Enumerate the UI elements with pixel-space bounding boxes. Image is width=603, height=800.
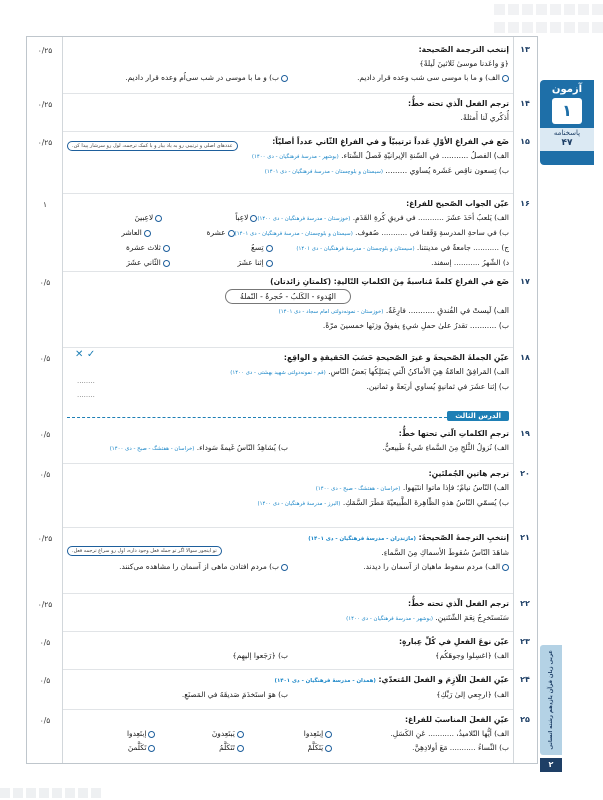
radio-circle-icon <box>163 260 170 267</box>
question-text: شاهَدَ النّاسُ سُقوطَ الأسماكِ مِنَ السَّماءِ. <box>381 548 509 557</box>
question-score: ۰/۵ <box>39 470 51 479</box>
item-b: ب) هوَ استَخدَمَ صَديقَهُ في المَصنَعِ. <box>181 690 288 699</box>
radio-circle-icon <box>148 745 155 752</box>
question-title: ترجم الفعل الّذي تحته خطٌّ: <box>407 99 509 108</box>
option[interactable]: إبتَعِدوا <box>244 727 332 741</box>
radio-circle-icon <box>281 564 288 571</box>
answers-label: پاسخنامه <box>540 128 594 138</box>
item-a: الف) النّاسُ نيامٌ؛ فإذا ماتوا انتَبَهوا. (خراسان - هفتشگ - صبح - دی ۱۴۰۰) <box>315 483 509 492</box>
item-b: ب) يُسمّي النّاسُ هذهِ الظّاهِرةَ الطَّبيعيّةَ مَطَرَ السَّمَكِ. (البرز - مدرسهٔ فرهنگیان - دی ۱۴۰۰) <box>257 498 509 507</box>
question-title: عيّنِ الجملةَ الصّحيحةَ و غيرَ الصّحيحةِ حَسَبَ الحَقيقةِ و الواقِعِ: <box>283 353 509 362</box>
question-number: ۲۴ <box>520 675 530 684</box>
question-21: ۲۱ ۰/۲۵ إنتخبِ الترجمةَ الصّحيحةَ: (مازندران - مدرسهٔ فرهنگیان - دی ۱۴۰۱) شاهَدَ النّاسُ سُقوطَ الأسماكِ مِنَ السَّماءِ. الف) مردم سقوط ماهیان از آسمان را دیدند. ب) مردم افتادن ماهی از آسمان را مشاهده می‌کنند. <box>27 531 537 601</box>
question-text: ﴿وَ واعَدنا موسىٰ ثَلاثينَ لَيلةً﴾ <box>419 59 509 68</box>
question-title: ترجم الفعل الّذي تحته خطٌّ: <box>407 599 509 608</box>
radio-circle-icon <box>237 745 244 752</box>
question-score: ۰/۵ <box>39 716 51 725</box>
source-tag: (قم - نمونه‌دولتی شهید بهشتی - دی ۱۴۰۰) <box>230 370 326 376</box>
source-tag: (بوشهر - مدرسهٔ فرهنگیان - دی ۱۴۰۰) <box>251 154 339 160</box>
item-a: الف) ﴿ارجِعي إلىٰ رَبِّكِ﴾ <box>436 690 509 699</box>
question-title: إنتخب الترجمة الصّحيحة: <box>418 45 509 54</box>
option[interactable]: تَكَلَّمنَ <box>67 741 155 755</box>
source-tag: (خوزستان - نمونه‌دولتی امام سجاد - دی ۱۴۰۱) <box>278 309 384 315</box>
radio-circle-icon <box>237 731 244 738</box>
true-false-marks: ✕ ✓ <box>75 349 96 360</box>
book-title: عربی زبان قرآن یازدهم رشته انسانی <box>548 650 554 750</box>
option-a[interactable]: الف) مردم سقوط ماهیان از آسمان را دیدند. <box>288 560 509 574</box>
item-b: ب) تِسعون ناقِص عَشَرة يُساوي ......... (سیستان و بلوچستان - مدرسهٔ فرهنگیان - دی ۱۴۰۱) <box>264 166 509 175</box>
bottom-decoration <box>0 788 600 800</box>
radio-circle-icon <box>144 230 151 237</box>
question-13 <box>27 43 537 103</box>
item-a: الف) ﴿اغسِلوا وجوهَكُم﴾ <box>435 651 509 660</box>
question-text: سَنَستَخرِجُ نِعَمَ الشّتَنينِ. <box>435 613 509 622</box>
radio-circle-icon <box>281 75 288 82</box>
question-score: ۰/۵ <box>39 354 51 363</box>
question-14 <box>27 97 537 133</box>
option[interactable]: لاعِباً <box>162 211 257 226</box>
question-score: ۰/۲۵ <box>37 534 53 543</box>
source-tag: (سیستان و بلوچستان - مدرسهٔ فرهنگیان - دی ۱۴۰۱) <box>264 169 383 175</box>
option-a[interactable]: الف) و ما با موسی سی شب وعده قرار دادیم. <box>288 71 509 85</box>
item-row: الف) يَلعبُ أحَدَ عشَرَ ........... في فريقِ كُرةِ القَدَمِ. (خوزستان - مدرسهٔ فرهنگیان - دی ۱۴۰۰) لاعِباً لاعِبينَ <box>67 211 509 226</box>
question-title: إنتخبِ الترجمةَ الصّحيحةَ: <box>418 533 509 542</box>
option-b[interactable]: ب) و ما با موسی در شب سی‌اُم وعده قرار دادیم. <box>67 71 288 85</box>
exam-number: ۱ <box>552 98 582 124</box>
question-number: ۲۲ <box>520 599 530 608</box>
option[interactable]: تِسعُ <box>170 241 273 256</box>
radio-circle-icon <box>155 215 162 222</box>
exam-label: آزمون <box>551 84 583 95</box>
item-a: الف) نُزولُ الثَّلجِ مِنَ السَّماءِ شَيءٌ طَبيعيٌّ. <box>382 443 509 452</box>
question-20 <box>27 467 537 527</box>
question-24: ۲۴ ۰/۵ عيّنِ الفعلَ اللّازِمَ و الفعلَ المُتعدّي: (همدان - مدرسهٔ فرهنگیان - دی ۱۴۰۱) الف) ﴿ارجِعي إلىٰ رَبِّكِ﴾ ب) هوَ استَخدَمَ صَديقَهُ في المَصنَعِ. <box>27 673 537 709</box>
question-text: أُذكُري لَنا أَمثلةً. <box>460 113 509 122</box>
item-row: ب) في ساحةِ المدرسةِ وَقَفنا في ........... صُفوف. (سیستان و بلوچستان - مدرسهٔ فرهنگیان - دی ۱۴۰۱) عشرة العاشر <box>67 226 509 241</box>
hint-note: تو اینجور سوالا اگر تو جمله فعل وجود داره، اول رو سراغ ترجمه فعل. <box>67 546 222 556</box>
question-title: ترجم هاتينِ الجُملتَينِ: <box>428 469 509 478</box>
question-number: ۱۶ <box>520 199 530 208</box>
question-22: ۲۲ ۰/۲۵ ترجم الفعل الّذي تحته خطٌّ: سَنَستَخرِجُ نِعَمَ الشّتَنينِ. (بوشهر - مدرسهٔ فرهنگیان - دی ۱۴۰۰) <box>27 597 537 633</box>
radio-circle-icon <box>502 75 509 82</box>
item-a: الف) الفصلُ ........... في السّنةِ الإيرانيّةِ فَصلُ الشّتاء. (بوشهر - مدرسهٔ فرهنگیان - دی ۱۴۰۰) <box>251 151 509 160</box>
question-number: ۲۰ <box>520 469 530 478</box>
item-row: د) الشّهرُ ........... إسفند. إثنا عشَرَ الثّاني عشَرَ <box>67 256 509 270</box>
question-score: ۰/۵ <box>39 638 51 647</box>
option[interactable]: تَتَكَلَّمُ <box>155 741 243 755</box>
option-b[interactable]: ب) مردم افتادن ماهی از آسمان را مشاهده می‌کنند. <box>67 560 288 574</box>
item-b: ب) إثنا عشَرَ في ثمانيةٍ يُساوي أربَعةً و ثمانين. <box>366 382 509 391</box>
question-title: ضَع في الفراغِ كلمةً مُناسبةً مِنَ الكلماتِ التّاليةِ: (كلمتانِ زائدتان) <box>270 277 509 286</box>
question-number: ۱۴ <box>520 99 530 108</box>
item-a: الف) المَرافِقُ العامّةُ هِيَ الأماكنُ الّتي يَمتَلِكُها بَعضُ النّاسِ. (قم - نمونه‌دولتی شهید بهشتی - دی ۱۴۰۰) <box>230 367 509 376</box>
question-number: ۱۳ <box>520 45 530 54</box>
option[interactable]: إثنا عشَرَ <box>170 256 273 270</box>
item-b: ب) ........... تقدرُ علىٰ حملِ شيءٍ يفوقُ وزنَها خمسينَ مرّةً. <box>322 321 509 330</box>
option[interactable]: العاشر <box>67 226 151 241</box>
item-row: ج) ........... جامعةٌ في مدينتنا. (سیستان و بلوچستان - مدرسهٔ فرهنگیان - دی ۱۴۰۱) تِسعُ ثلاث عشرة <box>67 241 509 256</box>
question-score: ۰/۵ <box>39 278 51 287</box>
question-number: ۲۱ <box>520 533 530 542</box>
question-title: ترجمِ الكلماتِ الّتي تحتها خطٌّ: <box>398 429 509 438</box>
question-score: ۰/۵ <box>39 676 51 685</box>
corner-decoration <box>490 0 600 40</box>
item-b: ب) يُشاهِدُ النّاسُ غَيمةً سَوداء. (خراسان - هفتشگ - صبح - دی ۱۴۰۰) <box>109 443 288 452</box>
question-title: عيّن الجواب الصّحيح للفراغ: <box>406 199 509 208</box>
page-number: ۲ <box>540 758 562 772</box>
question-23 <box>27 635 537 671</box>
radio-circle-icon <box>325 745 332 752</box>
question-score: ۰/۲۵ <box>37 46 53 55</box>
question-title: ضَع في الفراغِ الأوّلِ عَدداً ترتيبيّاً و في الفراغِ الثّاني عدداً أصليّاً: <box>272 137 509 146</box>
question-number: ۱۵ <box>520 137 530 146</box>
exam-side-tab <box>540 80 594 165</box>
option[interactable]: يَتَكَلَّمْ <box>244 741 332 755</box>
question-title: عيّنِ الفعلَ اللّازِمَ و الفعلَ المُتعدّي: <box>378 675 509 684</box>
option[interactable]: ثلاث عشرة <box>67 241 170 256</box>
radio-circle-icon <box>266 245 273 252</box>
question-score: ۰/۲۵ <box>37 138 53 147</box>
exam-page: ۱۳ ۰/۲۵ إنتخب الترجمة الصّحيحة: ﴿وَ واعَدنا موسىٰ ثَلاثينَ لَيلةً﴾ الف) و ما با موسی سی شب وعده قرار دادیم. ب) و ما با موسی در شب سی‌اُم وعده قرار دادیم. ۱۴ ۰/۲۵ ترجم الفعل الّذي تحته خطٌّ: أُذكُري لَنا أَمثلةً. ۱۵ ۰/۲۵ ضَع في الفراغِ الأوّلِ عَدداً ترتيبيّاً و في الفراغِ الثّاني عدداً أصليّاً: الف) الفصلُ ........... في السّنةِ الإيرانيّةِ فَصلُ الشّتاء. (بوشهر - مدرسهٔ فرهنگیان - دی ۱۴۰۰) ب) تِسعون ناقِص عَشَرة يُساوي ......... (سیستان و بلوچستان - مدرسهٔ فرهنگیان - دی ۱۴۰۱) عددهای اصلی و ترتیبی رو به یاد بیار و با کمک ترجمه، لول رو سرشار پیدا کن. ۱۶ ۱ عيّن الجواب الصّحيح للفراغ: الف) يَلعبُ أحَدَ عشَرَ ........... في فريقِ كُرةِ القَدَمِ. (خوزستان - مدرسهٔ فرهنگیان - دی ۱۴۰۰) لاعِباً لاعِبينَ ب) في ساحةِ المدرسةِ وَقَفنا في ........... صُفوف. (سیستان و بلوچستان - مدرسهٔ فرهنگیان - دی ۱۴۰۱) عشرة العاشر ج) ........... جامعةٌ في مدينتنا. (سیستان و بلوچستان - مدرسهٔ فرهنگیان - دی ۱۴۰۱) تِسعُ ثلاث عشرة د) الشّهرُ ........... إسفند. إثنا عشَرَ الثّاني عشَرَ ۱۷ ۰/۵ ضَع في الفراغِ كلمةً مُناسبةً مِنَ الكلماتِ التّاليةِ: (كلمتانِ زائدتان) الهُدوء - الكَلبُ - حُجرةٌ - النّملةُ الف) لَيستْ في الفُندقِ ........... فارِغَةٌ. (خوزستان - نمونه‌دولتی امام سجاد - دی ۱۴۰۱) ب) ........... تقدرُ علىٰ حملِ شيءٍ يفوقُ وزنَها خمسينَ مرّةً. ۱۸ ۰/۵ عيّنِ الجملةَ الصّحيحةَ و غيرَ الصّحيحةِ حَسَبَ الحَقيقةِ و الواقِعِ: الف) المَرافِقُ العامّةُ هِيَ الأماكنُ الّتي يَمتَلِكُها بَعضُ النّاسِ. (قم - نمونه‌دولتی شهید بهشتی - دی ۱۴۰۰) ب) إثنا عشَرَ في ثمانيةٍ يُساوي أربَعةً و ثمانين. ✕ ✓ ........ ........ الدرس الثالث ۱۹ ۰/۵ ترجمِ الكلماتِ الّتي تحتها خطٌّ: الف) نُزولُ الثَّلجِ مِنَ السَّماءِ شَيءٌ طَبيعيٌّ. ب) يُشاهِدُ النّاسُ غَيمةً سَوداء. (خراسان - هفتشگ - صبح - دی ۱۴۰۰) ۲۰ ۰/۵ ترجم هاتينِ الجُملتَينِ: الف) النّاسُ نيامٌ؛ فإذا ماتوا انتَبَهوا. (خراسان - هفتشگ - صبح - دی ۱۴۰۰) ب) يُسمّي النّاسُ هذهِ الظّاهِرةَ الطَّبيعيّةَ مَطَرَ السَّمَكِ. (البرز - مدرسهٔ فرهنگیان - دی ۱۴۰۰) ۲۱ ۰/۲۵ إنتخبِ الترجمةَ الصّحيحةَ: (مازندران - مدرسهٔ فرهنگیان - دی ۱۴۰۱) شاهَدَ النّاسُ سُقوطَ الأسماكِ مِنَ السَّماءِ. الف) مردم سقوط ماهیان از آسمان را دیدند. ب) مردم افتادن ماهی از آسمان را مشاهده می‌کنند. تو اینجور سوالا اگر تو جمله فعل وجود داره، اول رو سراغ ترجمه فعل. ۲۲ ۰/۲۵ ترجم الفعل الّذي تحته خطٌّ: سَنَستَخرِجُ نِعَمَ الشّتَنينِ. (بوشهر - مدرسهٔ فرهنگیان - دی ۱۴۰۰) ۲۳ ۰/۵ عيّن نوعَ الفعلِ في كُلِّ عِبارةٍ: الف) ﴿اغسِلوا وجوهَكُم﴾ ب) ﴿رَجَعوا إليهِم﴾ ۲۴ ۰/۵ عيّنِ الفعلَ اللّازِمَ و الفعلَ المُتعدّي: (همدان - مدرسهٔ فرهنگیان - دی ۱۴۰۱) الف) ﴿ارجِعي إلىٰ رَبِّكِ﴾ ب) هوَ استَخدَمَ صَديقَهُ في المَصنَعِ. ۲۵ ۰/۵ عيّنِ الفعلَ المناسبَ للفراغ: الف) أيُّها التّلاميذُ، ........... عَنِ الكَسَلِ. إبتَعِدوا يَبتَعِدونَ إبتَعِدوا ب) النِّساءُ ........... مَعَ أولادِهِنَّ. يَتَكَلَّمْ تَتَكَلَّمُ تَكَلَّمنَ <box>26 36 538 764</box>
question-number: ۱۸ <box>520 353 530 362</box>
question-score: ۰/۲۵ <box>37 600 53 609</box>
radio-circle-icon <box>325 731 332 738</box>
question-score: ۱ <box>42 200 48 209</box>
item-b: ب) ﴿رَجَعوا إليهِم﴾ <box>232 651 288 660</box>
book-title-strip <box>540 645 562 755</box>
question-number: ۲۳ <box>520 637 530 646</box>
question-title: عيّن نوعَ الفعلِ في كُلِّ عِبارةٍ: <box>398 637 509 646</box>
question-score: ۰/۵ <box>39 430 51 439</box>
option[interactable]: عشرة <box>151 226 235 241</box>
radio-circle-icon <box>266 260 273 267</box>
question-score: ۰/۲۵ <box>37 100 53 109</box>
option[interactable]: إبتَعِدوا <box>67 727 155 741</box>
question-19 <box>27 427 537 463</box>
option[interactable]: الثّاني عشَرَ <box>67 256 170 270</box>
question-number: ۲۵ <box>520 715 530 724</box>
question-number: ۱۷ <box>520 277 530 286</box>
section-badge: الدرس الثالث <box>447 411 509 421</box>
question-title: عيّنِ الفعلَ المناسبَ للفراغ: <box>404 715 509 724</box>
question-25: ۲۵ ۰/۵ عيّنِ الفعلَ المناسبَ للفراغ: الف) أيُّها التّلاميذُ، ........... عَنِ الكَسَلِ. إبتَعِدوا يَبتَعِدونَ إبتَعِدوا ب) النِّساءُ ........... مَعَ أولادِهِنَّ. يَتَكَلَّمْ تَتَكَلَّمُ تَكَلَّمنَ <box>27 713 537 765</box>
option[interactable]: لاعِبينَ <box>67 211 162 226</box>
word-bank: الهُدوء - الكَلبُ - حُجرةٌ - النّملةُ <box>225 289 351 304</box>
question-18 <box>27 351 537 411</box>
item-a: الف) لَيستْ في الفُندقِ ........... فارِغَةٌ. (خوزستان - نمونه‌دولتی امام سجاد - دی ۱۴۰۱) <box>278 306 509 315</box>
answers-page: ۴۷ <box>540 138 594 151</box>
radio-circle-icon <box>228 230 235 237</box>
option[interactable]: يَبتَعِدونَ <box>155 727 243 741</box>
radio-circle-icon <box>250 215 257 222</box>
hint-note: عددهای اصلی و ترتیبی رو به یاد بیار و با کمک ترجمه، لول رو سرشار پیدا کن. <box>67 141 238 151</box>
radio-circle-icon <box>163 245 170 252</box>
radio-circle-icon <box>502 564 509 571</box>
question-number: ۱۹ <box>520 429 530 438</box>
question-17 <box>27 275 537 355</box>
radio-circle-icon <box>148 731 155 738</box>
